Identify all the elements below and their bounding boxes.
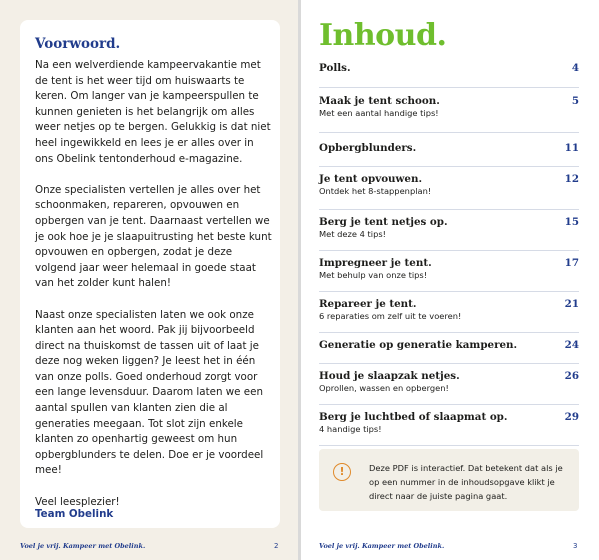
toc-item-title: Houd je slaapzak netjes.: [319, 370, 460, 382]
foreword-paragraph: Onze specialisten vertellen je alles over het schoonmaken, repareren, opvouwen en opbergen van je tent. Daarnaast vertellen we je ook hoe je je slaapuitrusting het beste kunt opvouwen en opbergen, zodat je deze volgend jaar weer helemaal in goede staat van het zolder kunt halen!: [35, 183, 272, 290]
toc-item-title: Repareer je tent.: [319, 298, 417, 310]
toc-item[interactable]: [319, 339, 579, 364]
toc-item-title: Impregneer je tent.: [319, 257, 432, 269]
toc-item[interactable]: [319, 62, 579, 88]
exclamation-circle-icon: !: [333, 463, 351, 481]
toc-item[interactable]: [319, 142, 579, 167]
foreword-paragraph: Naast onze specialisten laten we ook onze klanten aan het woord. Pak jij bijvoorbeeld direct na thuiskomst de tassen uit of laat je deze nog weken liggen? Je leest het in één van onze polls. Goed onderhoud zorgt voor een lange levensduur. Daarom laten we een aantal spullen van klanten zien die al generaties meegaan. Tot slot zijn enkele klanten zo openhartig geweest om hun opbergblunders te delen. Doe er je voordeel mee!: [35, 308, 264, 477]
toc-page-link[interactable]: 12: [564, 173, 579, 185]
page-number: 3: [573, 542, 578, 550]
toc-item-subtitle: Ontdek het 8-stappenplan!: [319, 186, 432, 196]
toc-page-link[interactable]: 5: [571, 95, 579, 107]
toc-item[interactable]: [319, 216, 579, 251]
toc-item-subtitle: 6 reparaties om zelf uit te voeren!: [319, 311, 462, 321]
right-page: [301, 0, 599, 560]
toc-page-link[interactable]: 26: [564, 370, 579, 382]
toc-item[interactable]: [319, 173, 579, 210]
info-text: Deze PDF is interactief. Dat betekent dat als je op een nummer in de inhoudsopgave klikt je direct naar de juiste pagina gaat.: [369, 463, 563, 501]
left-page: [0, 0, 298, 560]
toc-item[interactable]: [319, 298, 579, 333]
foreword-card: [20, 20, 280, 528]
toc-item-title: Maak je tent schoon.: [319, 95, 440, 107]
info-box: [319, 449, 579, 511]
footer-tagline: Voel je vrij. Kampeer met Obelink.: [319, 542, 445, 550]
toc-page-link[interactable]: 21: [564, 298, 579, 310]
toc-item-title: Je tent opvouwen.: [319, 173, 423, 185]
toc-item-subtitle: Met een aantal handige tips!: [319, 108, 439, 118]
toc-item-title: Polls.: [319, 62, 351, 74]
toc-item-title: Berg je tent netjes op.: [319, 216, 448, 228]
foreword-paragraph: Na een welverdiende kampeervakantie met de tent is het weer tijd om huiswaarts te keren. Om langer van je kampeerspullen te kunnen genieten is het belangrijk om alles weer netjes op te bergen. Gelukkig is dat niet heel ingewikkeld en lees je er alles over in ons Obelink tentonderhoud e-magazine.: [35, 59, 271, 165]
table-of-contents: [319, 62, 579, 446]
toc-page-link[interactable]: 11: [564, 142, 579, 154]
foreword-closing: Veel leesplezier!: [35, 495, 120, 508]
page-number: 2: [274, 542, 279, 550]
toc-page-link[interactable]: 4: [571, 62, 579, 74]
foreword-body: [35, 58, 273, 510]
toc-page-link[interactable]: 29: [564, 411, 579, 423]
toc-heading: Inhoud.: [319, 18, 447, 53]
toc-item-title: Generatie op generatie kamperen.: [319, 339, 518, 351]
toc-page-link[interactable]: 24: [564, 339, 579, 351]
toc-item[interactable]: [319, 411, 579, 446]
toc-item-subtitle: Oprollen, wassen en opbergen!: [319, 383, 449, 393]
toc-page-link[interactable]: 15: [564, 216, 579, 228]
toc-item-title: Berg je luchtbed of slaapmat op.: [319, 411, 508, 423]
foreword-heading: Voorwoord.: [35, 36, 121, 52]
toc-item-subtitle: 4 handige tips!: [319, 424, 382, 434]
toc-item-subtitle: Met behulp van onze tips!: [319, 270, 428, 280]
toc-item[interactable]: [319, 257, 579, 292]
footer-tagline: Voel je vrij. Kampeer met Obelink.: [20, 542, 146, 550]
toc-item[interactable]: [319, 95, 579, 133]
toc-page-link[interactable]: 17: [564, 257, 579, 269]
toc-item-subtitle: Met deze 4 tips!: [319, 229, 387, 239]
toc-item-title: Opbergblunders.: [319, 142, 417, 154]
toc-item[interactable]: [319, 370, 579, 405]
signature: Team Obelink: [35, 508, 114, 520]
